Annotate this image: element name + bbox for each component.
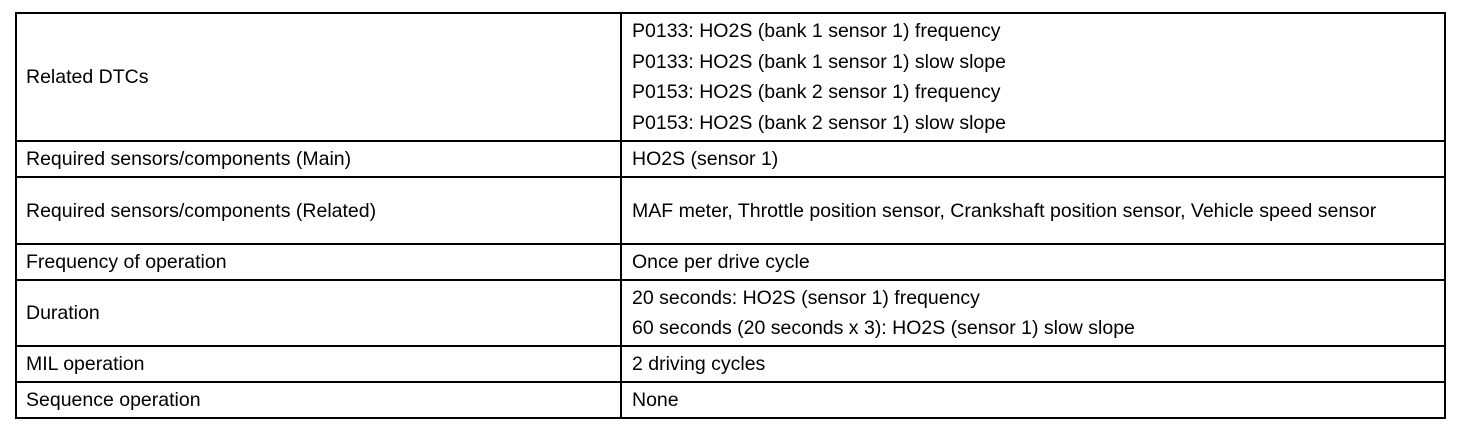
value-line: MAF meter, Throttle position sensor, Crankshaft position sensor, Vehicle speed sensor: [632, 199, 1377, 222]
table-row: [16, 280, 1445, 346]
monitor-specification-table: [15, 12, 1446, 419]
row-label-required-related: Required sensors/components (Related): [16, 177, 621, 244]
table-row: [16, 13, 1445, 141]
dtc-line: P0133: HO2S (bank 1 sensor 1) slow slope: [632, 50, 1006, 73]
row-value-duration: [621, 280, 1445, 346]
value-line: 20 seconds: HO2S (sensor 1) frequency: [632, 286, 980, 309]
table-row: [16, 382, 1445, 418]
row-label-sequence-operation: Sequence operation: [16, 382, 621, 418]
dtc-line: P0153: HO2S (bank 2 sensor 1) frequency: [632, 81, 1001, 103]
dtc-line: P0153: HO2S (bank 2 sensor 1) slow slope: [632, 111, 1006, 134]
row-label-mil-operation: MIL operation: [16, 346, 621, 382]
table-row: [16, 141, 1445, 177]
row-value-sequence-operation: [621, 382, 1445, 418]
table-row: [16, 244, 1445, 280]
row-value-required-related: [621, 177, 1445, 244]
table-row: [16, 346, 1445, 382]
value-line: HO2S (sensor 1): [632, 147, 779, 170]
table-row: [16, 177, 1445, 244]
value-line: None: [632, 388, 679, 411]
value-line: Once per drive cycle: [632, 250, 810, 273]
row-label-related-dtcs: Related DTCs: [16, 13, 621, 141]
row-value-related-dtcs: [621, 13, 1445, 141]
row-value-mil-operation: [621, 346, 1445, 382]
value-line: 60 seconds (20 seconds x 3): HO2S (sensor 1) slow slope: [632, 317, 1135, 339]
row-value-required-main: [621, 141, 1445, 177]
row-value-frequency: [621, 244, 1445, 280]
row-label-frequency: Frequency of operation: [16, 244, 621, 280]
value-line: 2 driving cycles: [632, 352, 766, 375]
row-label-duration: Duration: [16, 280, 621, 346]
row-label-required-main: Required sensors/components (Main): [16, 141, 621, 177]
dtc-line: P0133: HO2S (bank 1 sensor 1) frequency: [632, 20, 1001, 42]
